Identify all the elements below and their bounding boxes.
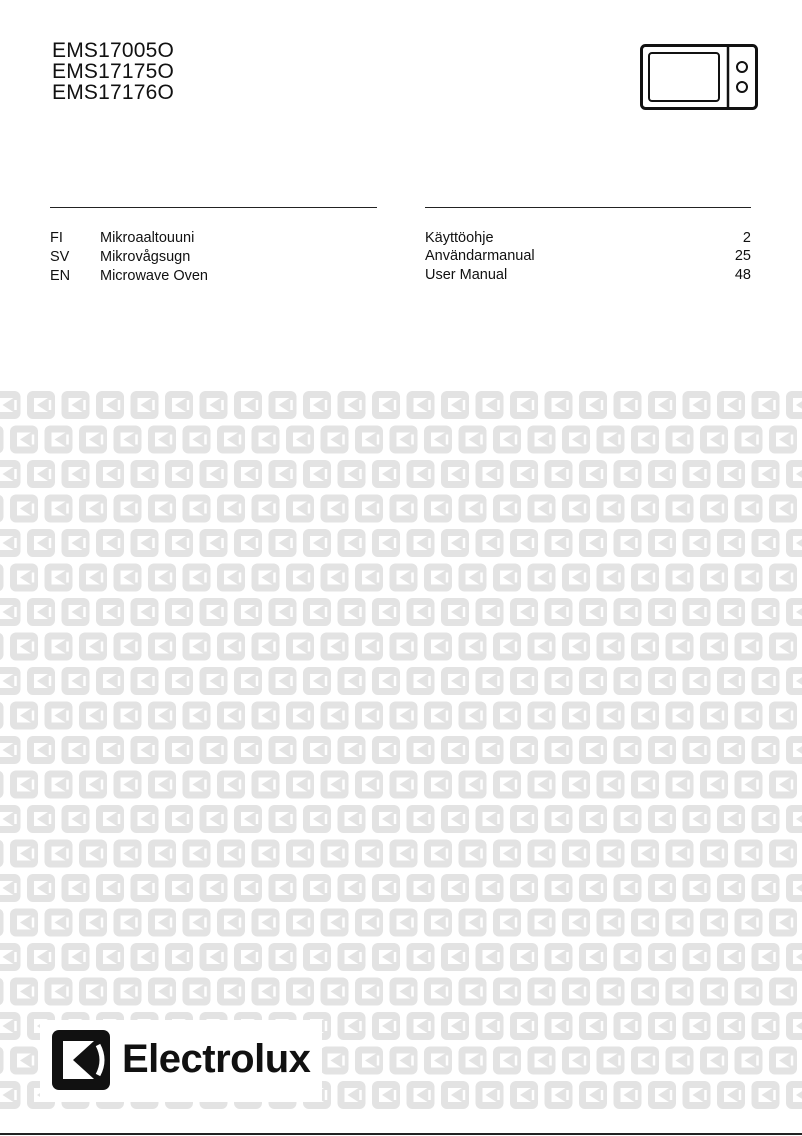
manual-title: Användarmanual	[425, 248, 535, 264]
manual-row-fi	[425, 229, 751, 247]
product-name: Mikroaaltouuni	[100, 230, 195, 246]
electrolux-logo-icon	[52, 1030, 110, 1090]
model-number: EMS17176O	[52, 81, 175, 104]
model-number: EMS17175O	[52, 60, 175, 83]
divider	[425, 207, 751, 208]
model-list	[52, 40, 174, 103]
footer-line	[0, 1133, 802, 1135]
manual-row-en	[425, 266, 751, 284]
divider	[50, 207, 377, 208]
manual-title: User Manual	[425, 267, 508, 283]
language-code: FI	[50, 230, 63, 246]
language-code: EN	[50, 268, 71, 284]
microwave-icon	[640, 44, 758, 110]
manual-title: Käyttöohje	[425, 230, 494, 246]
electrolux-pattern-icon	[0, 390, 802, 1115]
model-number: EMS17005O	[52, 39, 175, 62]
language-code: SV	[50, 249, 70, 265]
product-name: Microwave Oven	[100, 268, 208, 284]
page-number: 2	[742, 230, 751, 246]
brand-name: Electrolux	[122, 1037, 311, 1081]
product-name: Mikrovågsugn	[100, 249, 191, 265]
page-number: 25	[734, 248, 751, 264]
manual-row-sv	[425, 247, 751, 265]
page-number: 48	[734, 267, 751, 283]
